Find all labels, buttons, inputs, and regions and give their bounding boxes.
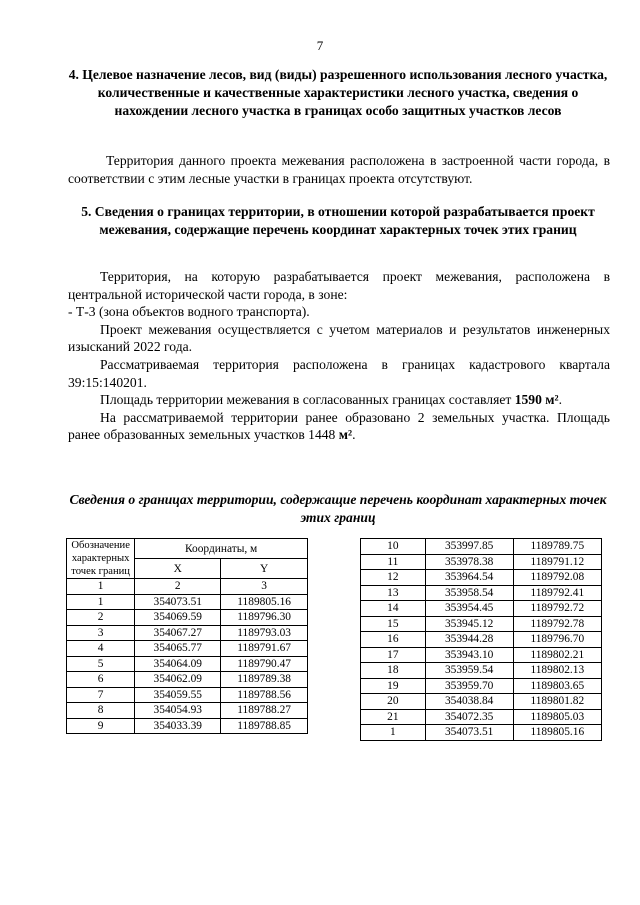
header-x: X (135, 559, 221, 579)
point-number-cell: 12 (361, 570, 426, 586)
area-end: . (558, 392, 563, 408)
table-row (361, 632, 602, 648)
x-coordinate-cell: 354038.84 (425, 694, 513, 710)
point-number-cell: 5 (67, 656, 135, 672)
table-row (361, 570, 602, 586)
column-number: 2 (135, 579, 221, 595)
point-number-cell: 15 (361, 616, 426, 632)
table-row (67, 594, 308, 610)
table-row (361, 616, 602, 632)
table-row (361, 647, 602, 663)
point-number-cell: 16 (361, 632, 426, 648)
column-number: 1 (67, 579, 135, 595)
x-coordinate-cell: 354067.27 (135, 625, 221, 641)
x-coordinate-cell: 354059.55 (135, 687, 221, 703)
x-coordinate-cell: 354033.39 (135, 718, 221, 734)
table-row (67, 703, 308, 719)
table-row (361, 709, 602, 725)
y-coordinate-cell: 1189805.16 (221, 594, 308, 610)
point-number-cell: 13 (361, 585, 426, 601)
y-coordinate-cell: 1189796.30 (221, 610, 308, 626)
y-coordinate-cell: 1189792.72 (513, 601, 601, 617)
x-coordinate-cell: 354064.09 (135, 656, 221, 672)
point-number-cell: 6 (67, 672, 135, 688)
table-row (67, 672, 308, 688)
x-coordinate-cell: 353997.85 (425, 539, 513, 555)
point-number-cell: 17 (361, 647, 426, 663)
x-coordinate-cell: 354062.09 (135, 672, 221, 688)
x-coordinate-cell: 354072.35 (425, 709, 513, 725)
column-number: 3 (221, 579, 308, 595)
y-coordinate-cell: 1189792.78 (513, 616, 601, 632)
x-coordinate-cell: 353954.45 (425, 601, 513, 617)
x-coordinate-cell: 354073.51 (135, 594, 221, 610)
y-coordinate-cell: 1189792.41 (513, 585, 601, 601)
column-number-row (67, 579, 308, 595)
y-coordinate-cell: 1189793.03 (221, 625, 308, 641)
x-coordinate-cell: 353945.12 (425, 616, 513, 632)
y-coordinate-cell: 1189790.47 (221, 656, 308, 672)
y-coordinate-cell: 1189789.38 (221, 672, 308, 688)
plots-text: На рассматриваемой территории ранее образовано 2 земельных участка. Площадь ранее образованных земельных участков 1448 (68, 409, 610, 443)
point-number-cell: 3 (67, 625, 135, 641)
table-row (361, 585, 602, 601)
coordinates-table-left (66, 538, 308, 734)
point-number-cell: 11 (361, 554, 426, 570)
plots-end: . (352, 427, 356, 443)
y-coordinate-cell: 1189791.67 (221, 641, 308, 657)
page-number: 7 (316, 38, 324, 53)
y-coordinate-cell: 1189788.85 (221, 718, 308, 734)
table-row (361, 678, 602, 694)
table-row (361, 725, 602, 741)
table-row (67, 687, 308, 703)
point-number-cell: 9 (67, 718, 135, 734)
x-coordinate-cell: 353959.70 (425, 678, 513, 694)
table-row (361, 554, 602, 570)
zone-paragraph: Территория, на которую разрабатывается проект межевания, расположена в центральной исторической части города, в зоне: (68, 269, 610, 302)
area-paragraph (68, 391, 610, 409)
point-number-cell: 18 (361, 663, 426, 679)
plots-unit: м² (338, 427, 353, 443)
x-coordinate-cell: 353943.10 (425, 647, 513, 663)
y-coordinate-cell: 1189789.75 (513, 539, 601, 555)
point-number-cell: 7 (67, 687, 135, 703)
plots-paragraph (68, 409, 610, 444)
point-number-cell: 8 (67, 703, 135, 719)
x-coordinate-cell: 353958.54 (425, 585, 513, 601)
y-coordinate-cell: 1189805.16 (513, 725, 601, 741)
x-coordinate-cell: 354073.51 (425, 725, 513, 741)
table-header-row (67, 539, 308, 559)
x-coordinate-cell: 353978.38 (425, 554, 513, 570)
y-coordinate-cell: 1189791.12 (513, 554, 601, 570)
header-point-label: Обозначение характерных точек границ (67, 539, 135, 579)
table-row (67, 610, 308, 626)
table-row (361, 601, 602, 617)
coordinates-table-right (360, 538, 602, 741)
forest-paragraph: Территория данного проекта межевания расположена в застроенной части города, в соответствии с этим лесные участки в границах проекта отсутствуют. (68, 153, 610, 186)
y-coordinate-cell: 1189805.03 (513, 709, 601, 725)
point-number-cell: 1 (361, 725, 426, 741)
zone-item: - Т-3 (зона объектов водного транспорта). (68, 304, 310, 320)
point-number-cell: 21 (361, 709, 426, 725)
y-coordinate-cell: 1189802.13 (513, 663, 601, 679)
table-title: Сведения о границах территории, содержащие перечень координат характерных точек этих границ (69, 492, 607, 525)
area-text: Площадь территории межевания в согласованных границах составляет (100, 392, 515, 408)
point-number-cell: 1 (67, 594, 135, 610)
table-row (67, 641, 308, 657)
x-coordinate-cell: 354054.93 (135, 703, 221, 719)
cadastral-paragraph: Рассматриваемая территория расположена в границах кадастрового квартала 39:15:140201. (68, 356, 610, 390)
point-number-cell: 4 (67, 641, 135, 657)
y-coordinate-cell: 1189801.82 (513, 694, 601, 710)
area-value: 1590 м² (514, 392, 559, 408)
x-coordinate-cell: 353944.28 (425, 632, 513, 648)
table-row (67, 656, 308, 672)
surveys-paragraph: Проект межевания осуществляется с учетом материалов и результатов инженерных изысканий 2022 года. (68, 321, 610, 355)
table-row (361, 663, 602, 679)
table-row (67, 718, 308, 734)
y-coordinate-cell: 1189803.65 (513, 678, 601, 694)
point-number-cell: 2 (67, 610, 135, 626)
header-coords-label: Координаты, м (135, 539, 308, 559)
point-number-cell: 10 (361, 539, 426, 555)
section-4-title: 4. Целевое назначение лесов, вид (виды) разрешенного использования лесного участка, количественные и качественные характеристики лесного участка, сведения о нахождении лесного участка в границах особо защитных участков лесов (68, 67, 608, 118)
x-coordinate-cell: 353959.54 (425, 663, 513, 679)
table-row (361, 694, 602, 710)
header-y: Y (221, 559, 308, 579)
section-5-body (68, 268, 610, 444)
y-coordinate-cell: 1189788.56 (221, 687, 308, 703)
point-number-cell: 19 (361, 678, 426, 694)
y-coordinate-cell: 1189802.21 (513, 647, 601, 663)
y-coordinate-cell: 1189792.08 (513, 570, 601, 586)
y-coordinate-cell: 1189796.70 (513, 632, 601, 648)
section-5-title: 5. Сведения о границах территории, в отношении которой разрабатывается проект межевания, содержащие перечень координат характерных точек этих границ (81, 204, 595, 237)
x-coordinate-cell: 353964.54 (425, 570, 513, 586)
table-row (361, 539, 602, 555)
x-coordinate-cell: 354069.59 (135, 610, 221, 626)
y-coordinate-cell: 1189788.27 (221, 703, 308, 719)
point-number-cell: 20 (361, 694, 426, 710)
x-coordinate-cell: 354065.77 (135, 641, 221, 657)
table-row (67, 625, 308, 641)
point-number-cell: 14 (361, 601, 426, 617)
